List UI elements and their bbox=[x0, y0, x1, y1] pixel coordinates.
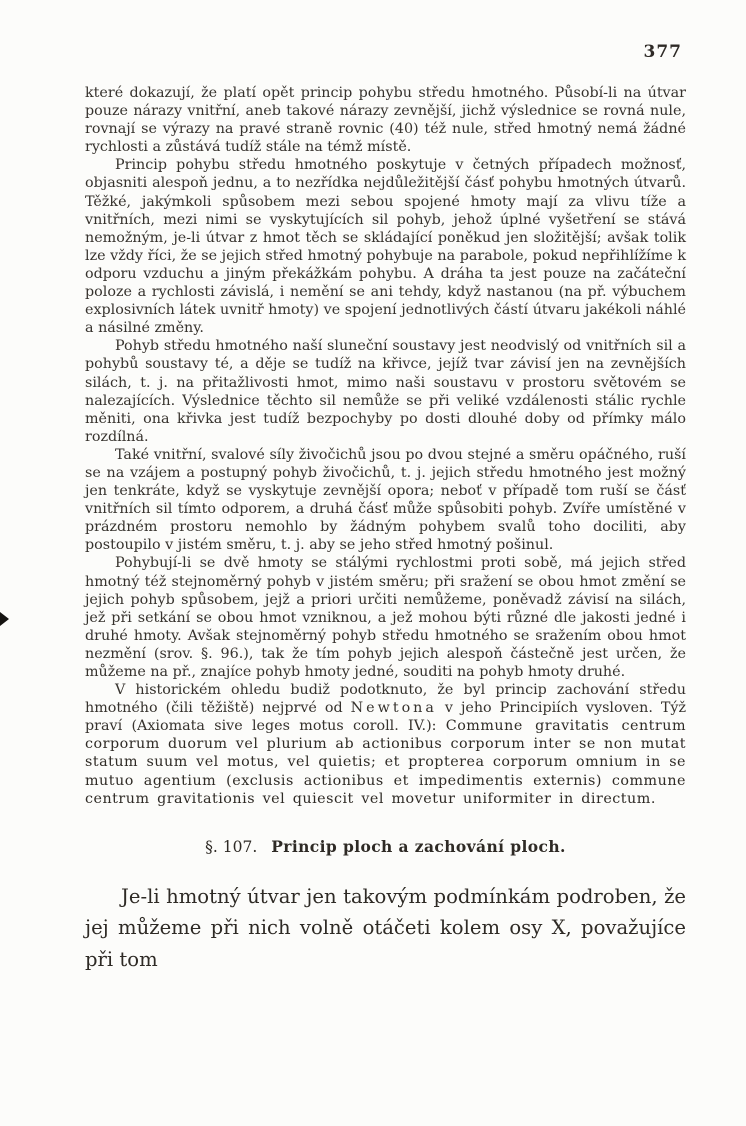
page-number: 377 bbox=[643, 42, 682, 62]
paragraph-continuation: které dokazují, že platí opět princip pohybu středu hmotného. Působí-li na útvar pouze nárazy vnitřní, aneb takové nárazy zevnější, jichž výslednice se rovná nule, rovnají se výrazy na pravé straně rovnic (40) též nule, střed hmotný nemá žádné rychlosti a zůstává tudíž stále na témž místě. bbox=[85, 85, 686, 156]
section-heading bbox=[85, 837, 686, 856]
page-body-text bbox=[85, 84, 686, 975]
paragraph-two-masses: Pohybují-li se dvě hmoty se stálými rychlostmi proti sobě, má jejich střed hmotný též stejnoměrný pohyb v jistém směru; při sražení se obou hmot změní se jejich pohyb spůsobem, jejž a priori určiti nemůžeme, poněvadž závisí na silách, jež při setkání se obou hmot vzniknou, a jež mohou býti různé dle jakosti jedné i druhé hmoty. Avšak stejnoměrný pohyb středu hmotného se sražením obou hmot nezmění (srov. §. 96.), tak že tím pohyb jejich alespoň částečně jest určen, že můžeme na př., znajíce pohyb hmoty jedné, souditi na pohyb hmoty druhé. bbox=[85, 555, 686, 680]
paragraph-muscular-forces: Také vnitřní, svalové síly živočichů jsou po dvou stejné a směru opáčného, ruší se na vzájem a postupný pohyb živočichů, t. j. jejich středu hmotného jest možný jen tenkráte, když se vyskytuje zevnější opora; neboť v případě tom ruší se čásť vnitřních sil tímto odporem, a druhá čásť může spůsobiti pohyb. Zvíře umístěné v prázdném prostoru nemohlo by žádným pohybem svalů toho dociliti, aby postoupilo v jistém směru, t. j. aby se jeho střed hmotný pošinul. bbox=[85, 446, 686, 554]
history-text-before: V historickém ohledu budiž podotknuto, že byl princip zachování středu hmotného (čili těžiště) nejprvé od bbox=[85, 682, 686, 717]
section-number: §. 107. bbox=[205, 837, 258, 856]
latin-quotation: Commune gravitatis centrum corporum duorum vel plurium ab actionibus corporum inter se non mutat statum suum vel motus, vel quietis; et propterea corporum omnium in se mutuo agentium (exclusis actionibus et impedimentis externis) commune centrum gravitationis vel quiescit vel movetur uniformiter in directum. bbox=[85, 718, 686, 807]
paragraph-principle-of-motion: Princip pohybu středu hmotného poskytuje v četných případech možnosť, objasniti alespoň jednu, a to nezřídka nejdůležitější čásť pohybu hmotných útvarů. Těžké, jakýmkoli spůsobem mezi sebou spojené hmoty mají za vlivu tíže a vnitřních, mezi nimi se vyskytujících sil pohyb, jehož úplné vyšetření se stává nemožným, je-li útvar z hmot těch se skládající poněkud jen složitější; avšak tolik lze vždy říci, že se jejich střed hmotný pohybuje na parabole, pokud nepřihlížíme k odporu vzduchu a jiným překážkám pohybu. A dráha ta jest pouze na začáteční poloze a rychlosti závislá, i nemění se ani tehdy, když nastanou (na př. výbuchem explosivních látek uvnitř hmoty) ve spojení jednotlivých částí útvaru jakékoli náhlé a násilné změny. bbox=[85, 157, 686, 337]
ink-smudge-icon bbox=[0, 612, 9, 626]
section-title: Princip ploch a zachování ploch. bbox=[271, 836, 566, 856]
paragraph-solar-system: Pohyb středu hmotného naší sluneční soustavy jest neodvislý od vnitřních sil a pohybů soustavy té, a děje se tudíž na křivce, jejíž tvar závisí jen na zevnějších silách, t. j. na přitažlivosti hmot, mimo naši soustavu v prostoru světovém se nalezajících. Výslednice těchto sil nemůže se při veliké vzdálenosti stálic rychle měniti, ona křivka jest tudíž bezpochyby po dosti dlouhé doby od přímky málo rozdílná. bbox=[85, 338, 686, 445]
person-name-newton: Newtona bbox=[350, 700, 437, 717]
paragraph-historical-note bbox=[85, 681, 686, 808]
history-text-after: v jeho Principiích vysloven. Týž praví (Axiomata sive leges motus coroll. IV.): bbox=[85, 700, 687, 735]
new-section-opening-paragraph: Je-li hmotný útvar jen takovým podmínkám podroben, že jej můžeme při nich volně otáčeti kolem osy X, považujíce při tom bbox=[85, 884, 686, 971]
